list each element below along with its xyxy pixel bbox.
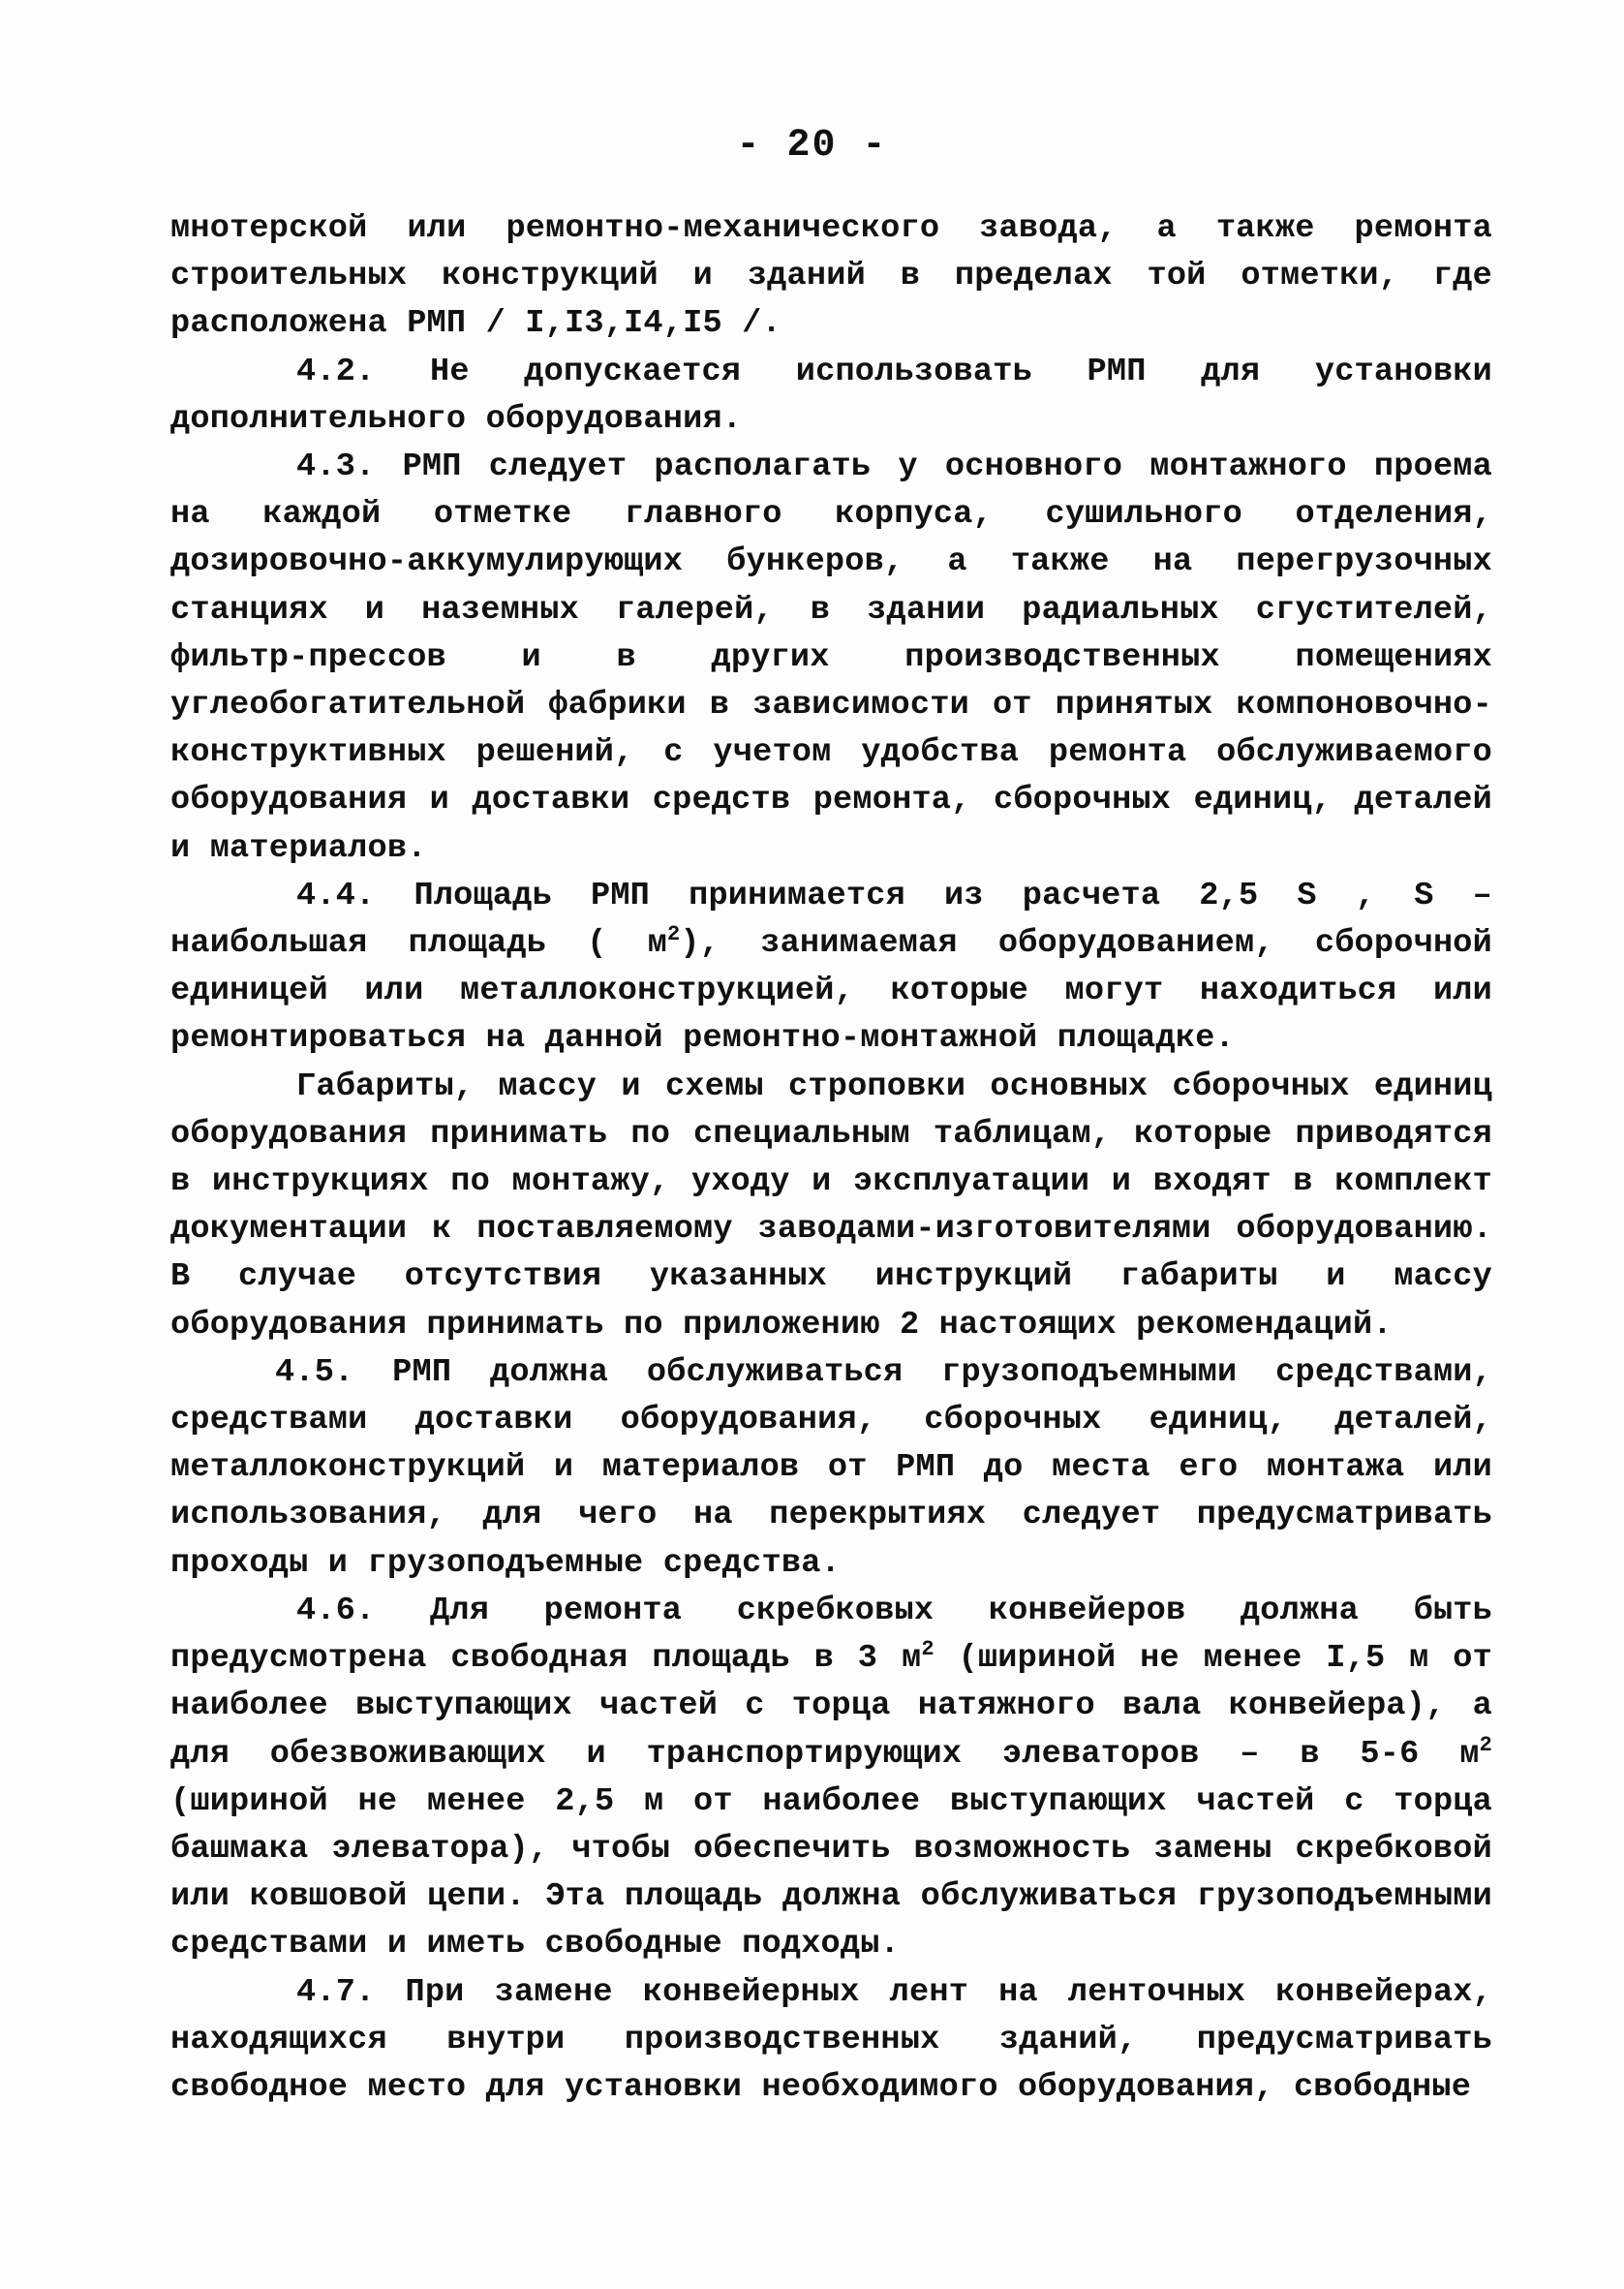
- paragraph-4-4-text-before: 4.4. Площадь РМП принимается из расчета 2,5 S , S – наибольшая площадь ( м: [170, 877, 1492, 963]
- paragraph-gabarity: Габариты, массу и схемы строповки основных сборочных единиц оборудования принимать по специальным таблицам, которые приводятся в инструкциях по монтажу, уходу и эксплуатации и входят в комплект документации к поставляемому заводами-изготовителями оборудованию. В случае отсутствия указанных инструкций габариты и массу оборудования принимать по приложению 2 настоящих рекомендаций.: [170, 1067, 1492, 1344]
- paragraph-4-5: 4.5. РМП должна обслуживаться грузоподъемными средствами, средствами доставки оборудования, сборочных единиц, деталей, металлоконструкций и материалов от РМП до места его монтажа или использования, для чего на перекрытиях следует предусматривать проходы и грузоподъемные средства.: [170, 1353, 1492, 1582]
- paragraph-4-4-text-after: ), занимаемая оборудованием, сборочной единицей или металлоконструкцией, которые могут находиться или ремонтироваться на данной ремонтно-монтажной площадке.: [170, 925, 1492, 1058]
- paragraph-4-6: [170, 1588, 1492, 1969]
- superscript-2: 2: [667, 921, 681, 946]
- paragraph-4-6-text-2: (шириной не менее I,5 м от наиболее выступающих частей с торца натяжного вала конвейера), а для обезвоживающих и транспортирующих элеваторов – в 5-6 м: [170, 1640, 1492, 1773]
- page-number: - 20 -: [736, 124, 888, 168]
- paragraph-4-2: 4.2. Не допускается использовать РМП для установки дополнительного оборудования.: [170, 353, 1492, 438]
- paragraph-4-6-text-3: (шириной не менее 2,5 м от наиболее выступающих частей с торца башмака элеватора), чтобы обеспечить возможность замены скребковой или ковшовой цепи. Эта площадь должна обслуживаться грузоподъемными средствами и иметь свободные подходы.: [170, 1782, 1492, 1964]
- paragraph-4-6-text-1: 4.6. Для ремонта скребковых конвейеров должна быть предусмотрена свободная площадь в 3 м: [170, 1592, 1492, 1678]
- superscript-2: 2: [921, 1636, 935, 1661]
- paragraph-continuation: мнотерской или ремонтно-механического завода, а также ремонта строительных конструкций и зданий в пределах той отметки, где расположена РМП / I,I3,I4,I5 /.: [170, 210, 1492, 343]
- paragraph-4-4: [170, 873, 1492, 1064]
- superscript-2: 2: [1479, 1732, 1492, 1757]
- document-body: [170, 205, 1492, 2112]
- paragraph-4-3: 4.3. РМП следует располагать у основного монтажного проема на каждой отметке главного корпуса, сушильного отделения, дозировочно-аккумулирующих бункеров, а также на перегрузочных станциях и наземных галерей, в здании радиальных сгустителей, фильтр-прессов и в других производственных помещениях углеобогатительной фабрики в зависимости от принятых компоновочно-конструктивных решений, с учетом удобства ремонта обслуживаемого оборудования и доставки средств ремонта, сборочных единиц, деталей и материалов.: [170, 449, 1492, 867]
- paragraph-4-7: 4.7. При замене конвейерных лент на ленточных конвейерах, находящихся внутри производственных зданий, предусматривать свободное место для установки необходимого оборудования, свободные: [170, 1973, 1492, 2106]
